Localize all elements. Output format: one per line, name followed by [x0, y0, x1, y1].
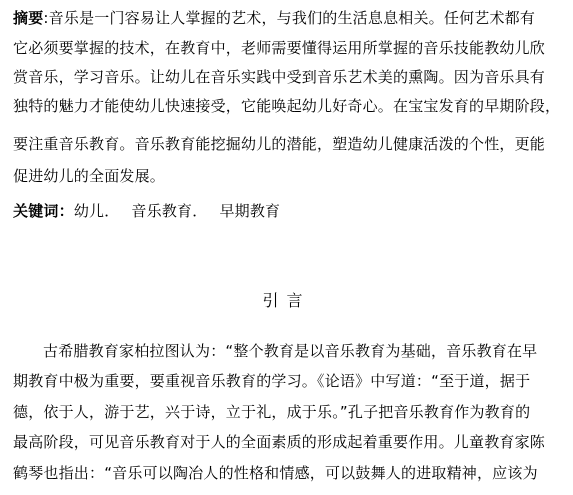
- body-line-4: 最高阶段，可见音乐教育对于人的全面素质的形成起着重要作用。儿童教育家陈: [13, 433, 546, 451]
- keyword-item: 早期教育: [219, 202, 281, 220]
- body-line-3: 德，依于人，游于艺，兴于诗，立于礼，成于乐。”孔子把音乐教育作为教育的: [13, 403, 531, 421]
- abstract-colon: :: [43, 9, 49, 27]
- body-line-2: 期教育中极为重要，要重视音乐教育的学习。《论语》中写道：“至于道，据于: [13, 372, 531, 390]
- abstract-text-line-1: 音乐是一门容易让人掌握的艺术，与我们的生活息息相关。任何艺术都有: [48, 9, 536, 27]
- abstract-line-1: [13, 8, 535, 28]
- abstract-label: 摘要: [13, 9, 44, 27]
- body-line-1: 古希腊教育家柏拉图认为：“整个教育是以音乐教育为基础，音乐教育在早: [43, 342, 538, 360]
- abstract-line-2: 它必须要掌握的技术，在教育中，老师需要懂得运用所掌握的音乐技能教幼儿欣: [13, 39, 546, 57]
- body-line-5: 鹤琴也指出：“音乐可以陶冶人的性格和情感，可以鼓舞人的进取精神，应该为: [13, 464, 538, 482]
- keywords-colon: ：: [58, 202, 74, 220]
- keyword-item: 幼儿．: [73, 202, 120, 220]
- abstract-line-5: 要注重音乐教育。音乐教育能挖掘幼儿的潜能，塑造幼儿健康活泼的个性，更能: [13, 135, 546, 153]
- abstract-line-3: 赏音乐，学习音乐。让幼儿在音乐实践中受到音乐艺术美的熏陶。因为音乐具有: [13, 68, 546, 86]
- abstract-line-4: 独特的魅力才能使幼儿快速接受，它能唤起幼儿好奇心。在宝宝发育的早期阶段，: [13, 97, 561, 115]
- section-title: 引言: [262, 291, 311, 310]
- keywords-line: [13, 201, 280, 221]
- keywords-label: 关键词: [13, 202, 59, 220]
- abstract-line-6: 促进幼儿的全面发展。: [13, 167, 166, 185]
- keyword-item: 音乐教育．: [131, 202, 208, 220]
